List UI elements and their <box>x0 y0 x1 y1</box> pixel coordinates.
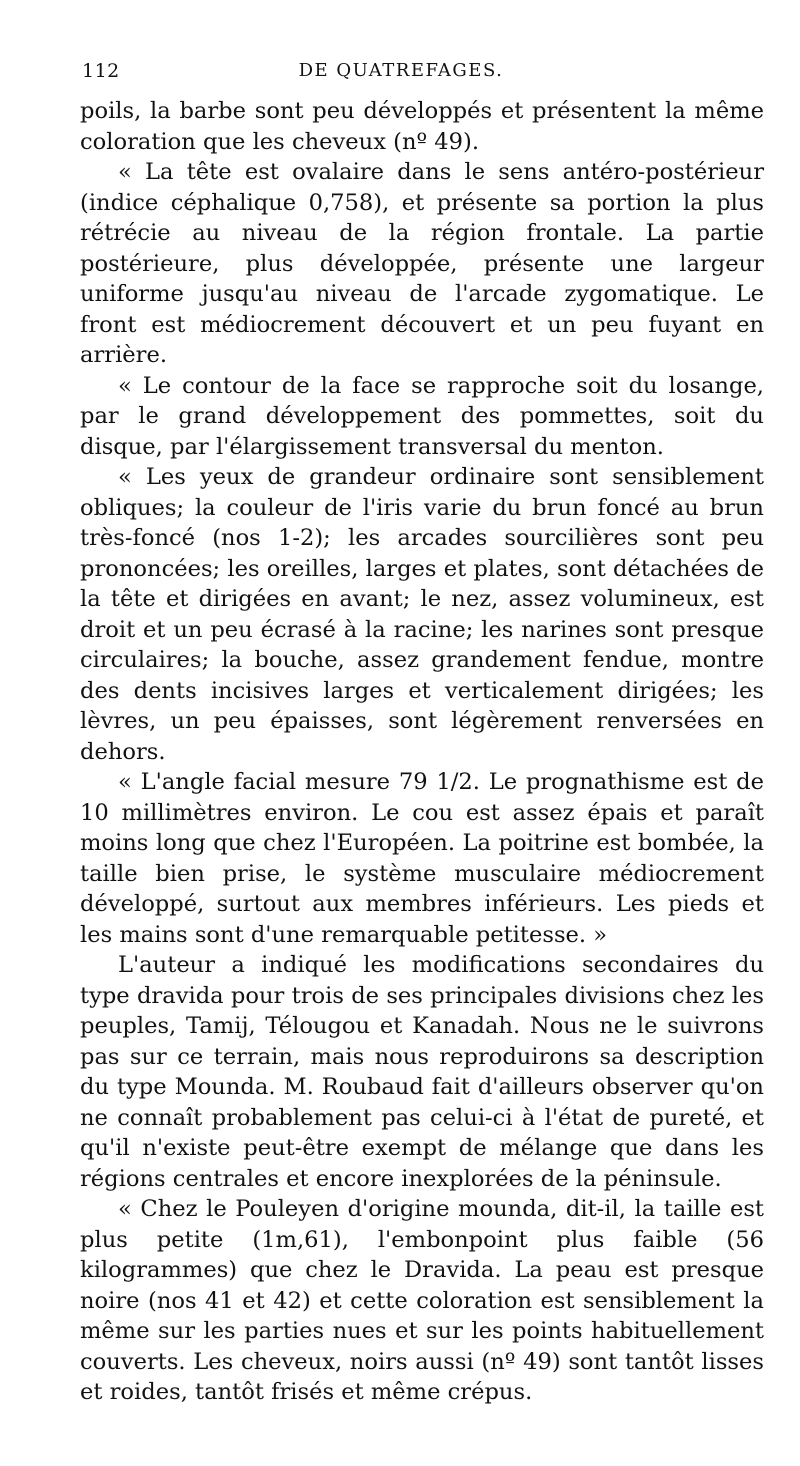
paragraph-pouleyen: « Chez le Pouleyen d'origine mounda, dit-il, la taille est plus petite (1m,61), l'embonpoint plus faible (56 kilogrammes) que chez le Dravida. La peau est presque noire (nos 41 et 42) et cette coloration est sensiblement la même sur les parties nues et sur les points habituellement couverts. Les cheveux, noirs aussi (nº 49) sont tantôt lisses et roides, tantôt frisés et même crépus. <box>80 1196 764 1405</box>
paragraph-author-divisions: L'auteur a indiqué les modifications secondaires du type dravida pour trois de ses principales divisions chez les peuples, Tamij, Télougou et Kanadah. Nous ne le suivrons pas sur ce terrain, mais nous reproduirons sa description du type Mounda. M. Roubaud fait d'ailleurs observer qu'on ne connaît probablement pas celui-ci à l'état de pureté, et qu'il n'existe peut-être exempt de mélange que dans les régions centrales et encore inexplorées de la péninsule. <box>80 952 764 1192</box>
body-text <box>80 96 764 1408</box>
paragraph-continuation: poils, la barbe sont peu développés et présentent la même coloration que les cheveux (nº 49). <box>80 98 764 155</box>
paragraph-head-description: « La tête est ovalaire dans le sens antéro-postérieur (indice céphalique 0,758), et présente sa portion la plus rétrécie au niveau de la région frontale. La partie postérieure, plus développée, présente une largeur uniforme jusqu'au niveau de l'arcade zygomatique. Le front est médiocrement découvert et un peu fuyant en arrière. <box>80 159 764 368</box>
running-head <box>82 60 720 90</box>
page-number: 112 <box>82 60 120 82</box>
running-title: DE QUATREFAGES. <box>298 60 504 81</box>
paragraph-facial-angle: « L'angle facial mesure 79 1/2. Le prognathisme est de 10 millimètres environ. Le cou est assez épais et paraît moins long que chez l'Européen. La poitrine est bombée, la taille bien prise, le système musculaire médiocrement développé, surtout aux membres inférieurs. Les pieds et les mains sont d'une remarquable petitesse. » <box>80 769 764 948</box>
paragraph-eyes-features: « Les yeux de grandeur ordinaire sont sensiblement obliques; la couleur de l'iris varie du brun foncé au brun très-foncé (nos 1-2); les arcades sourcilières sont peu prononcées; les oreilles, larges et plates, sont détachées de la tête et dirigées en avant; le nez, assez volumineux, est droit et un peu écrasé à la racine; les narines sont presque circulaires; la bouche, assez grandement fendue, montre des dents incisives larges et verticalement dirigées; les lèvres, un peu épaisses, sont légèrement renversées en dehors. <box>80 464 764 765</box>
paragraph-face-contour: « Le contour de la face se rapproche soit du losange, par le grand développement des pommettes, soit du disque, par l'élargissement transversal du menton. <box>80 372 764 460</box>
